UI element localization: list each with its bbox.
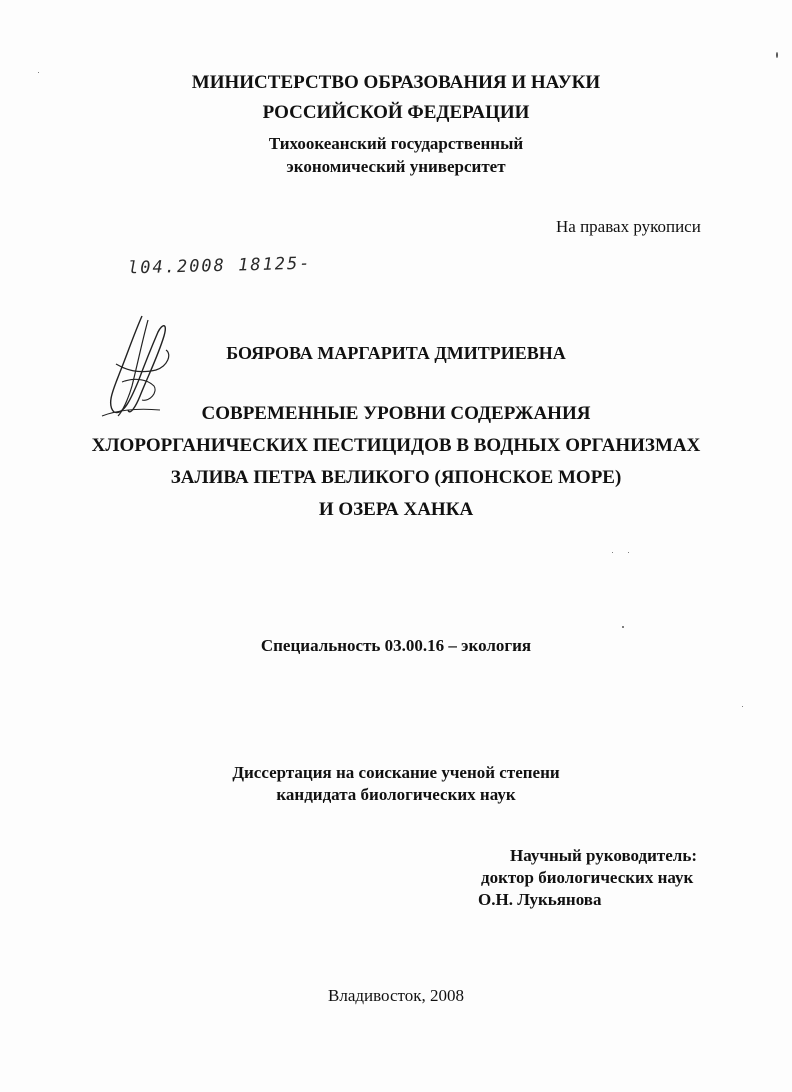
university-line-1: Тихоокеанский государственный bbox=[268, 134, 524, 153]
manuscript-rights-note: На правах рукописи bbox=[556, 217, 701, 236]
scan-speck bbox=[776, 52, 778, 58]
scan-speck bbox=[628, 552, 629, 553]
dissertation-line-1: Диссертация на соискание ученой степени bbox=[232, 763, 560, 782]
supervisor-name: О.Н. Лукьянова bbox=[478, 890, 602, 909]
supervisor-degree: доктор биологических наук bbox=[481, 868, 694, 887]
title-line-2: ХЛОРОРГАНИЧЕСКИХ ПЕСТИЦИДОВ В ВОДНЫХ ОРГАНИЗМАХ bbox=[91, 435, 701, 456]
ministry-line-1: МИНИСТЕРСТВО ОБРАЗОВАНИЯ И НАУКИ bbox=[191, 72, 601, 93]
author-name: БОЯРОВА МАРГАРИТА ДМИТРИЕВНА bbox=[226, 343, 566, 363]
supervisor-label: Научный руководитель: bbox=[510, 846, 697, 865]
scan-speck bbox=[622, 626, 624, 628]
dissertation-line-2: кандидата биологических наук bbox=[276, 785, 516, 804]
title-line-3: ЗАЛИВА ПЕТРА ВЕЛИКОГО (ЯПОНСКОЕ МОРЕ) bbox=[170, 467, 622, 488]
scan-speck bbox=[742, 706, 743, 707]
university-line-2: экономический университет bbox=[286, 157, 506, 176]
ministry-line-2: РОССИЙСКОЙ ФЕДЕРАЦИИ bbox=[262, 102, 530, 123]
scan-speck bbox=[612, 552, 613, 553]
city-year: Владивосток, 2008 bbox=[328, 986, 464, 1005]
title-line-4: И ОЗЕРА ХАНКА bbox=[318, 499, 474, 520]
scan-speck bbox=[38, 72, 39, 73]
title-line-1: СОВРЕМЕННЫЕ УРОВНИ СОДЕРЖАНИЯ bbox=[201, 403, 591, 424]
library-stamp: l04.2008 18125- bbox=[127, 253, 312, 279]
specialty: Специальность 03.00.16 – экология bbox=[260, 636, 532, 655]
